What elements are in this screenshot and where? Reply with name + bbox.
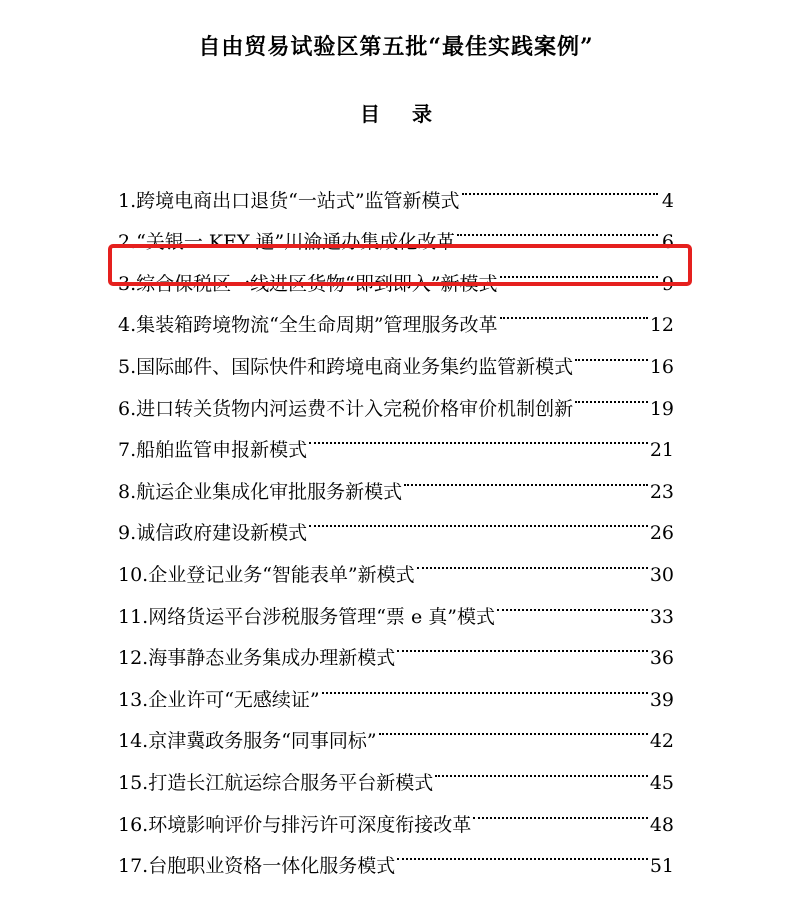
toc-entry-title: 7.船舶监管申报新模式 [118,439,308,462]
toc-entry-title: 10.企业登记业务“智能表单”新模式 [118,563,415,586]
toc-page-number: 30 [649,563,674,586]
toc-heading-char-2: 录 [412,102,432,126]
toc-page-number: 19 [649,397,674,420]
dot-leader [404,456,648,498]
toc-entry-title: 3.综合保税区一线进区货物“即到即入”新模式 [118,272,498,295]
toc-page-number: 45 [649,771,674,794]
dot-leader [397,623,648,665]
highlight-box [108,244,692,286]
toc-page-number: 33 [649,605,674,628]
dot-leader [309,415,648,457]
toc-entry-title: 5.国际邮件、国际快件和跨境电商业务集约监管新模式 [118,355,574,378]
toc-entry-title: 4.集装箱跨境物流“全生命周期”管理服务改革 [118,314,498,337]
dot-leader [462,165,658,207]
toc-page-number: 6 [661,231,674,254]
dot-leader [497,581,648,623]
dot-leader [435,747,648,789]
toc-page-number: 36 [649,647,674,670]
toc-heading [0,98,792,127]
dot-leader [309,498,648,540]
toc-page-number: 12 [649,314,674,337]
document-title: 自由贸易试验区第五批“最佳实践案例” [198,34,594,60]
toc-entry-title: 8.航运企业集成化审批服务新模式 [118,480,403,503]
toc-page-number: 4 [661,189,674,212]
dot-leader [473,789,648,831]
toc-entry-title: 1.跨境电商出口退货“一站式”监管新模式 [118,189,460,212]
toc-page-number: 26 [649,522,674,545]
toc-page-number: 16 [649,355,674,378]
toc-entry-title: 9.诚信政府建设新模式 [118,522,308,545]
dot-leader [397,831,648,873]
dot-leader [379,706,648,748]
toc-entry-title: 17.台胞职业资格一体化服务模式 [118,855,396,878]
toc-page-number: 48 [649,813,674,836]
toc-entry-title: 11.网络货运平台涉税服务管理“票 e 真”模式 [118,605,495,628]
dot-leader [575,331,648,373]
toc-page-number: 23 [649,480,674,503]
toc-entry-title: 13.企业许可“无感续证” [118,688,320,711]
toc-entry-title: 6.进口转关货物内河运费不计入完税价格审价机制创新 [118,397,574,420]
toc-entry-title: 2.“关银一 KEY 通”川渝通办集成化改革 [118,231,456,254]
dot-leader [500,290,648,332]
toc-heading-char-1: 目 [360,102,380,126]
dot-leader [457,207,658,249]
toc-entry-title: 14.京津冀政务服务“同事同标” [118,730,377,753]
toc-entry-title: 15.打造长江航运综合服务平台新模式 [118,771,434,794]
dot-leader [417,539,648,581]
toc-entry-title: 12.海事静态业务集成办理新模式 [118,647,396,670]
toc-page-number: 42 [649,730,674,753]
toc-page-number: 51 [649,855,674,878]
toc-page-number: 39 [649,688,674,711]
toc-entry-title: 16.环境影响评价与排污许可深度衔接改革 [118,813,472,836]
toc-page-number: 9 [661,272,674,295]
toc-entry[interactable] [118,165,674,212]
dot-leader [322,664,648,706]
dot-leader [575,373,648,415]
toc-page-number: 21 [649,439,674,462]
